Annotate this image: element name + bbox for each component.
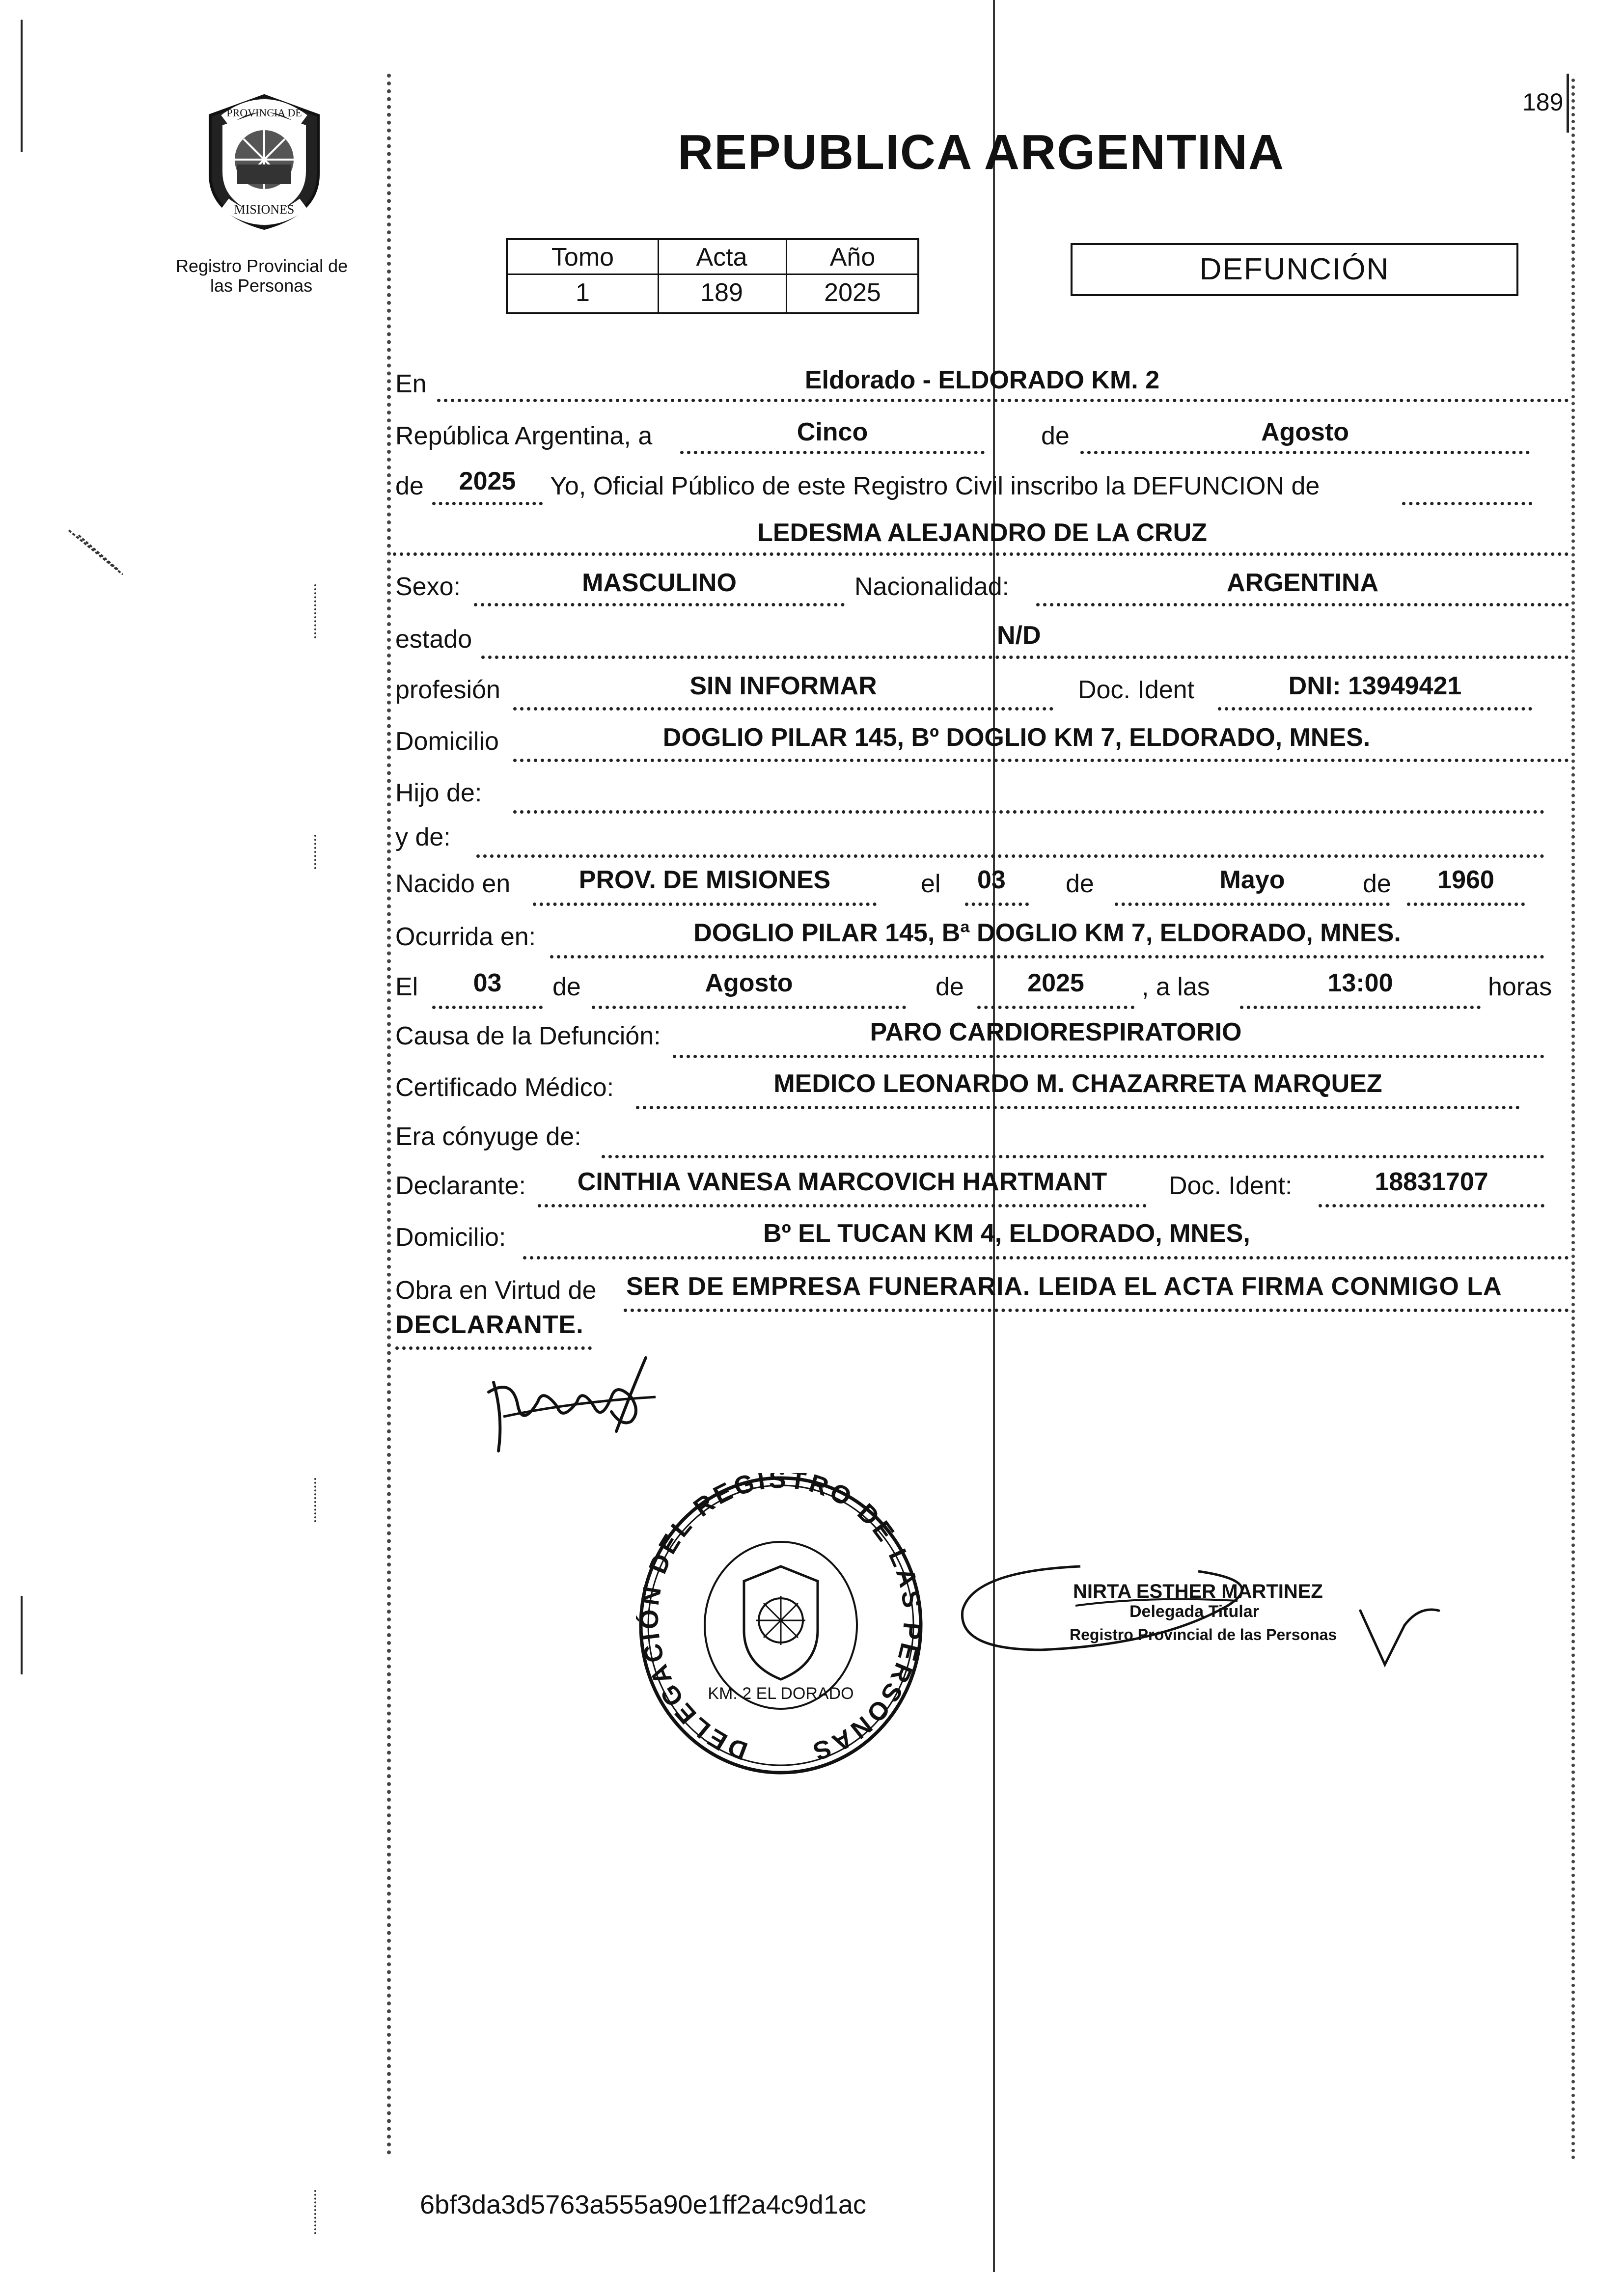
center-fold-line (993, 0, 995, 2272)
official-registry: Registro Provincial de las Personas (1070, 1626, 1337, 1643)
table-header-acta: Acta (696, 243, 747, 272)
page-title: REPUBLICA ARGENTINA (678, 125, 1285, 180)
value-declarante: CINTHIA VANESA MARCOVICH HARTMANT (577, 1168, 1107, 1196)
value-obra-line2: DECLARANTE. (395, 1311, 584, 1339)
value-day: Cinco (797, 418, 868, 446)
value-doc-ident: DNI: 13949421 (1288, 672, 1462, 700)
page-corner-mark (1567, 74, 1569, 133)
registry-label-1: Registro Provincial de (176, 256, 348, 276)
label-declarante: Declarante: (395, 1172, 526, 1200)
table-value-acta: 189 (700, 278, 743, 307)
label-domicilio: Domicilio (395, 727, 499, 756)
table-value-tomo: 1 (576, 278, 590, 307)
label-estado: estado (395, 625, 472, 654)
label-de-3: de (1066, 870, 1094, 898)
label-republica: República Argentina, a (395, 422, 653, 450)
label-de-1: de (1041, 422, 1070, 450)
value-death-year: 2025 (1027, 969, 1084, 997)
label-a-las: , a las (1142, 973, 1210, 1001)
label-sexo: Sexo: (395, 573, 461, 601)
label-causa: Causa de la Defunción: (395, 1022, 661, 1050)
statement-text: Yo, Oficial Público de este Registro Civil inscribo la DEFUNCION de (550, 472, 1320, 500)
label-obra: Obra en Virtud de (395, 1276, 597, 1305)
label-hijo-de: Hijo de: (395, 779, 482, 807)
value-estado: N/D (997, 621, 1041, 650)
value-doc-ident-2: 18831707 (1375, 1168, 1488, 1196)
table-header-ano: Año (829, 243, 876, 272)
margin-mark-4 (314, 2190, 316, 2234)
label-domicilio-2: Domicilio: (395, 1223, 506, 1252)
value-year: 2025 (459, 467, 516, 495)
table-header-tomo: Tomo (551, 243, 614, 272)
page-number: 189 (1522, 88, 1564, 116)
seal-text: DELEGACIÓN DEL REGISTRO DE LAS PERSONAS (636, 1473, 926, 1767)
label-horas: horas (1488, 973, 1552, 1001)
emblem-top-text: PROVINCIA DE (226, 107, 302, 119)
label-y-de: y de: (395, 823, 451, 851)
margin-slash-mark (64, 525, 128, 579)
document-hash: 6bf3da3d5763a555a90e1ff2a4c9d1ac (420, 2190, 866, 2219)
value-birth-month: Mayo (1219, 866, 1285, 894)
label-doc-ident: Doc. Ident (1078, 676, 1195, 704)
margin-mark-3 (314, 1478, 316, 1522)
value-ocurrida: DOGLIO PILAR 145, Bª DOGLIO KM 7, ELDORADO, MNES. (693, 919, 1401, 947)
value-birth-year: 1960 (1437, 866, 1494, 894)
label-certificado: Certificado Médico: (395, 1073, 614, 1102)
emblem-bottom-text: MISIONES (234, 202, 295, 217)
label-doc-ident-2: Doc. Ident: (1169, 1172, 1293, 1200)
document-type-box: DEFUNCIÓN (1071, 243, 1518, 296)
margin-mark-2 (314, 835, 316, 869)
table-value-ano: 2025 (824, 278, 881, 307)
value-death-month: Agosto (705, 969, 793, 997)
form-right-border (1571, 79, 1575, 2161)
value-certificado: MEDICO LEONARDO M. CHAZARRETA MARQUEZ (773, 1069, 1382, 1098)
value-causa: PARO CARDIORESPIRATORIO (870, 1018, 1242, 1046)
form-left-border (387, 74, 391, 2156)
value-nacionalidad: ARGENTINA (1226, 569, 1379, 597)
label-profesion: profesión (395, 676, 500, 704)
registry-label-2: las Personas (210, 275, 313, 296)
label-de-4: de (1363, 870, 1391, 898)
registry-seal (636, 1473, 926, 1778)
left-scan-edge (21, 20, 23, 152)
value-place: Eldorado - ELDORADO KM. 2 (804, 366, 1160, 394)
value-obra-line1: SER DE EMPRESA FUNERARIA. LEIDA EL ACTA FIRMA CONMIGO LA (626, 1272, 1502, 1301)
value-death-time: 13:00 (1327, 969, 1393, 997)
value-deceased-name: LEDESMA ALEJANDRO DE LA CRUZ (757, 519, 1207, 547)
value-birth-day: 03 (977, 866, 1006, 894)
value-month: Agosto (1261, 418, 1349, 446)
value-sexo: MASCULINO (582, 569, 737, 597)
value-birthplace: PROV. DE MISIONES (578, 866, 831, 894)
label-conyuge: Era cónyuge de: (395, 1122, 581, 1151)
official-role: Delegada Titular (1129, 1602, 1259, 1621)
label-el: el (921, 870, 941, 898)
seal-bottom-text: KM. 2 EL DORADO (708, 1684, 854, 1703)
value-domicilio-2: Bº EL TUCAN KM 4, ELDORADO, MNES, (763, 1219, 1250, 1248)
label-nacido-en: Nacido en (395, 870, 511, 898)
province-emblem (195, 91, 333, 233)
label-ocurrida-en: Ocurrida en: (395, 923, 536, 951)
value-domicilio: DOGLIO PILAR 145, Bº DOGLIO KM 7, ELDORADO, MNES. (662, 723, 1371, 752)
left-scan-edge-lower (21, 1596, 23, 1674)
margin-mark-1 (314, 584, 316, 638)
label-de-5: de (552, 973, 581, 1001)
label-el-2: El (395, 973, 418, 1001)
label-de-6: de (936, 973, 964, 1001)
record-table (506, 238, 919, 314)
value-profesion: SIN INFORMAR (689, 672, 877, 700)
official-name: NIRTA ESTHER MARTINEZ (1073, 1581, 1323, 1602)
declarant-signature (484, 1348, 670, 1471)
label-de-2: de (395, 472, 424, 500)
label-en: En (395, 370, 427, 398)
value-death-day: 03 (473, 969, 502, 997)
label-nacionalidad: Nacionalidad: (854, 573, 1010, 601)
